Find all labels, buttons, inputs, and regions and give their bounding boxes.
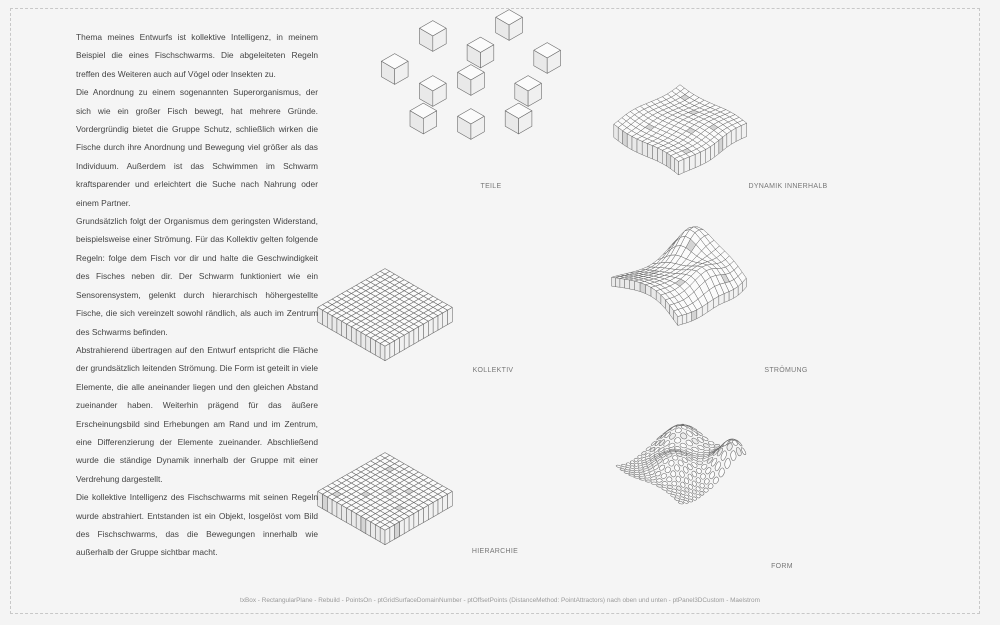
footer-process: txBox - RectangularPlane - Rebuild - PointsOn - ptGridSurfaceDomainNumber - ptOffsetPoints (DistanceMethod: PointAttractors) nach oben und unten - ptPanel3DCustom - Maelstrom [240,597,760,604]
drawing-stroemung [612,227,747,326]
caption-hierarchie: HIERARCHIE [471,548,519,555]
caption-form: FORM [771,563,793,570]
drawing-kollektiv [318,269,453,361]
caption-kollektiv: KOLLEKTIV [472,367,514,374]
paragraph-1: Thema meines Entwurfs ist kollektive Intelligenz, in meinem Beispiel die eines Fischschwarms. Die abgeleiteten Regeln treffen des Weiteren auch auf Vögel oder Insekten zu. [76,32,318,79]
drawing-form [616,424,746,504]
paragraph-4: Abstrahierend übertragen auf den Entwurf entspricht die Fläche der grundsätzlich leitenden Strömung. Die Form ist geteilt in viele Elemente, die alle aneinander liegen und den gleichen Abstand zueinander haben. Weiterhin prägend für das äußere Erscheinungsbild sind Erhebungen am Rand und im Zentrum, eine Differenzierung der Elemente zueinander. Abschließend wurde die ständige Dynamik innerhalb der Gruppe mit einer Verdrehung dargestellt. [76,344,318,484]
drawing-dynamik [614,85,747,175]
caption-dynamik: DYNAMIK INNERHALB [748,183,828,190]
paragraph-2: Die Anordnung zu einem sogenannten Superorganismus, der sich wie ein großer Fisch bewegt, hat mehrere Gründe. Vordergründig bietet die Gruppe Schutz, schließlich wirken die Fische durch ihre Anordnung und Bewegung viel größer als das Individuum. Außerdem ist das Schwimmen im Schwarm kraftsparender und erleichtert die Suche nach Nahrung oder einem Partner. [76,87,318,208]
paragraph-3: Grundsätzlich folgt der Organismus dem geringsten Widerstand, beispielsweise einer Strömung. Für das Kollektiv gelten folgende Regeln: folge dem Fisch vor dir und halte die Geschwindigkeit des Fisches neben dir. Der Schwarm funktioniert wie ein Sensorensystem, gelenkt durch hierarchisch höhergestellte Fische, die sich vereinzelt sowohl rändlich, als auch im Zentrum des Schwarms befinden. [76,216,318,337]
drawing-teile [381,10,560,140]
paragraph-5: Die kollektive Intelligenz des Fischschwarms mit seinen Regeln wurde abstrahiert. Entstanden ist ein Objekt, losgelöst vom Bild des Fischschwarms, das die Bewegungen innerhalb wie außerhalb der Gruppe sichtbar macht. [76,492,318,558]
drawing-hierarchie [318,453,453,545]
caption-stroemung: STRÖMUNG [764,367,808,374]
caption-teile: TEILE [480,183,502,190]
